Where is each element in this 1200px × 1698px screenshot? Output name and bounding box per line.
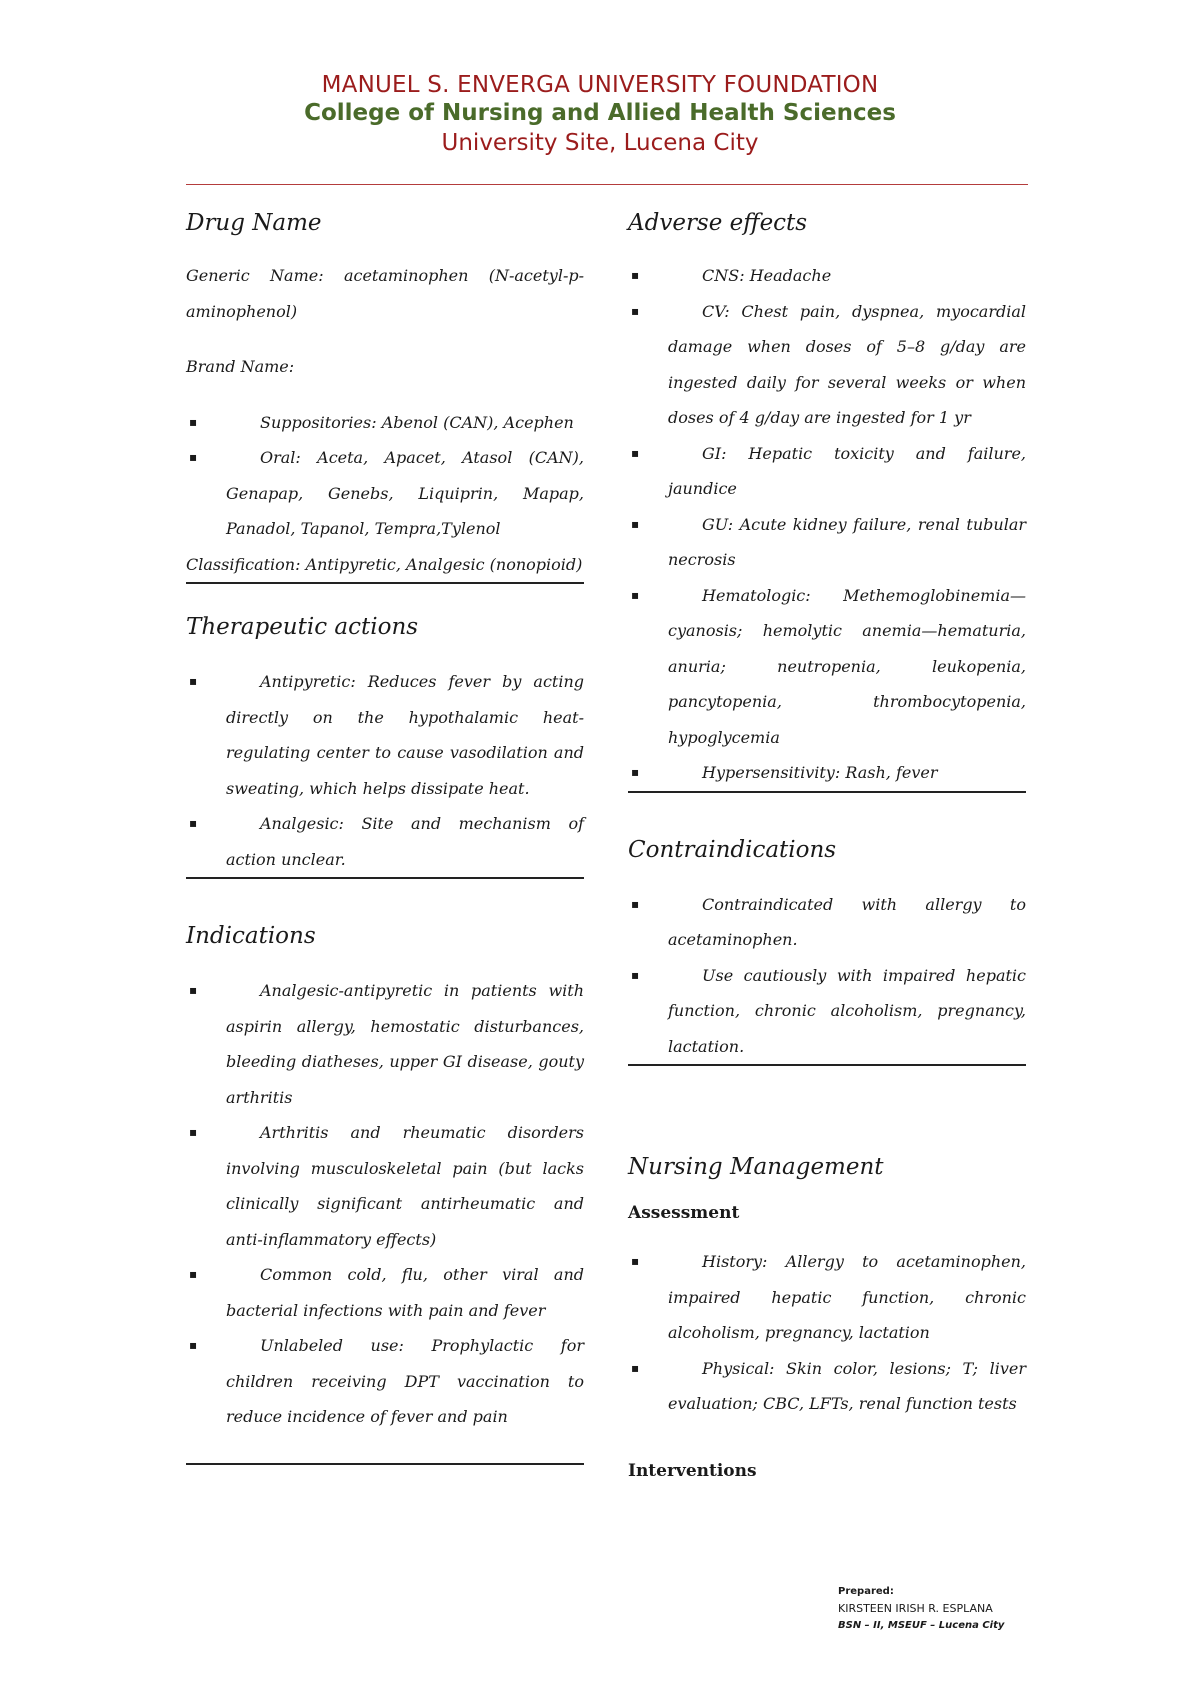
brand-name-label: Brand Name: xyxy=(186,357,295,376)
assessment-heading: Assessment xyxy=(628,1203,740,1223)
therapeutic-list xyxy=(186,664,584,877)
bullet-icon: ▪ xyxy=(631,587,640,602)
list-item: ▪ Antipyretic: Reduces fever by acting directly on the hypothalamic heat-regulating center to cause vasodilation and sweating, which helps dissipate heat. xyxy=(186,664,584,806)
bullet-icon: ▪ xyxy=(631,303,640,318)
bullet-icon: ▪ xyxy=(631,268,640,282)
drug-name-section xyxy=(186,200,584,584)
left-column xyxy=(186,200,584,1465)
list-item: ▪ Contraindicated with allergy to acetaminophen. xyxy=(628,887,1026,958)
section-title: Adverse effects xyxy=(628,210,808,236)
list-item: ▪ History: Allergy to acetaminophen, impaired hepatic function, chronic alcoholism, pregnancy, lactation xyxy=(628,1244,1026,1351)
bullet-icon: ▪ xyxy=(189,674,198,688)
section-title: Indications xyxy=(186,923,316,949)
right-column xyxy=(628,200,1026,1486)
prepared-label: Prepared: xyxy=(838,1586,894,1597)
brand-list xyxy=(186,405,584,547)
nursing-management-section xyxy=(628,1150,1026,1486)
preparer-name: KIRSTEEN IRISH R. ESPLANA xyxy=(838,1602,993,1615)
bullet-icon: ▪ xyxy=(189,816,198,830)
list-item: ▪ CNS: Headache xyxy=(628,258,1026,294)
list-item: ▪ Arthritis and rheumatic disorders involving musculoskeletal pain (but lacks clinically significant antirheumatic and anti-inflammatory effects) xyxy=(186,1115,584,1257)
generic-name: Generic Name: acetaminophen (N-acetyl-p-aminophenol) xyxy=(186,266,584,321)
bullet-icon: ▪ xyxy=(631,445,640,460)
bullet-icon: ▪ xyxy=(631,1360,640,1375)
adverse-effects-section xyxy=(628,200,1026,793)
bullet-icon: ▪ xyxy=(189,1125,198,1139)
section-title: Nursing Management xyxy=(628,1154,884,1180)
list-item: ▪ Hypersensitivity: Rash, fever xyxy=(628,755,1026,791)
list-item: ▪ Common cold, flu, other viral and bacterial infections with pain and fever xyxy=(186,1257,584,1328)
bullet-icon: ▪ xyxy=(189,1267,198,1281)
assessment-list xyxy=(628,1244,1026,1422)
list-item: ▪ GI: Hepatic toxicity and failure, jaundice xyxy=(628,436,1026,507)
list-item: ▪ Unlabeled use: Prophylactic for children receiving DPT vaccination to reduce incidence of fever and pain xyxy=(186,1328,584,1435)
list-item: ▪ Oral: Aceta, Apacet, Atasol (CAN), Genapap, Genebs, Liquiprin, Mapap, Panadol, Tapanol, Tempra,Tylenol xyxy=(186,440,584,547)
preparer-detail: BSN – II, MSEUF – Lucena City xyxy=(838,1620,1005,1631)
interventions-heading: Interventions xyxy=(628,1460,757,1481)
section-title: Therapeutic actions xyxy=(186,614,419,640)
list-item: ▪ Use cautiously with impaired hepatic function, chronic alcoholism, pregnancy, lactation. xyxy=(628,958,1026,1065)
bullet-icon: ▪ xyxy=(189,450,198,464)
list-item: ▪ GU: Acute kidney failure, renal tubular necrosis xyxy=(628,507,1026,578)
university-name: MANUEL S. ENVERGA UNIVERSITY FOUNDATION xyxy=(321,72,879,98)
college-name: College of Nursing and Allied Health Sciences xyxy=(304,100,896,126)
bullet-icon: ▪ xyxy=(631,896,640,911)
bullet-icon: ▪ xyxy=(189,1338,198,1352)
section-title: Drug Name xyxy=(186,210,322,236)
list-item: ▪ CV: Chest pain, dyspnea, myocardial damage when doses of 5–8 g/day are ingested daily for several weeks or when doses of 4 g/day are ingested for 1 yr xyxy=(628,294,1026,436)
bullet-icon: ▪ xyxy=(631,967,640,982)
bullet-icon: ▪ xyxy=(631,765,640,779)
list-item: ▪ Physical: Skin color, lesions; T; liver evaluation; CBC, LFTs, renal function tests xyxy=(628,1351,1026,1422)
list-item: ▪ Suppositories: Abenol (CAN), Acephen xyxy=(186,405,584,441)
therapeutic-actions-section xyxy=(186,610,584,879)
bullet-icon: ▪ xyxy=(189,414,198,429)
indications-list xyxy=(186,973,584,1435)
list-item: ▪ Analgesic: Site and mechanism of action unclear. xyxy=(186,806,584,877)
indications-section xyxy=(186,919,584,1465)
bullet-icon: ▪ xyxy=(631,516,640,531)
contraindications-list xyxy=(628,887,1026,1065)
bullet-icon: ▪ xyxy=(631,1254,640,1268)
list-item: ▪ Analgesic-antipyretic in patients with aspirin allergy, hemostatic disturbances, bleeding diatheses, upper GI disease, gouty arthritis xyxy=(186,973,584,1115)
adverse-list xyxy=(628,258,1026,791)
list-item: ▪ Hematologic: Methemoglobinemia—cyanosis; hemolytic anemia—hematuria, anuria; neutropenia, leukopenia, pancytopenia, thrombocytopenia, hypoglycemia xyxy=(628,578,1026,756)
bullet-icon: ▪ xyxy=(189,983,198,997)
university-site: University Site, Lucena City xyxy=(441,130,759,156)
classification: Classification: Antipyretic, Analgesic (nonopioid) xyxy=(186,554,583,574)
contraindications-section xyxy=(628,833,1026,1067)
section-title: Contraindications xyxy=(628,836,837,863)
header-divider xyxy=(186,184,1028,185)
